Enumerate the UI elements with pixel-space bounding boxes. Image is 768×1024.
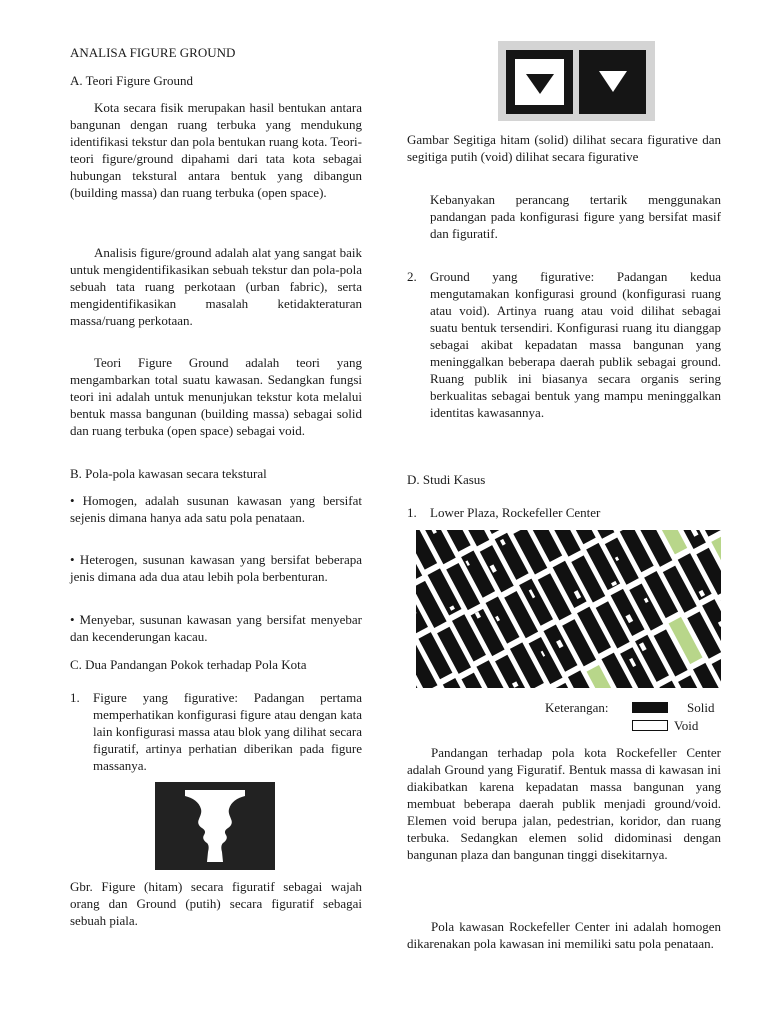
section-d-heading: D. Studi Kasus (407, 472, 486, 487)
list-number: 1. (70, 690, 80, 705)
section-a-heading: A. Teori Figure Ground (70, 73, 194, 88)
list-number: 1. (407, 505, 417, 520)
section-b-item-heterogen: • Heterogen, susunan kawasan yang bersifat beberapa jenis dimana ada dua atau lebih pola berbenturan. (70, 552, 362, 584)
section-b-item-homogen: • Homogen, adalah susunan kawasan yang bersifat sejenis dimana hanya ada satu pola penataan. (70, 493, 362, 525)
section-c-item-2-text: Ground yang figurative: Padangan kedua mengutamakan konfigurasi ground (konfigurasi ruang atau void). Artinya ruang atau void dilihat sebagai suatu bentuk tersendiri. Konfigurasi ruang itu dianggap sebagai akibat kepadatan massa bangunan yang meninggalkan beberapa daerah publik sebagai ground. Ruang publik ini biasanya secara organis sering berkualitas sebagai bentuk yang mampu meninggalkan identitas kawasannya. (430, 269, 721, 420)
section-d-paragraph-1: Pandangan terhadap pola kota Rockefeller Center adalah Ground yang Figuratif. Bentuk massa di kawasan ini diakibatkan karena kepadatan massa bangunan yang membuat beberapa daerah publik menjadi ground/void. Elemen void berupa jalan, pedestrian, koridor, dan ruang terbuka. Sedangkan elemen solid didominasi dengan bangunan plaza dan bangunan tinggi disekitarnya. (407, 745, 721, 862)
section-d-item-1-text: Lower Plaza, Rockefeller Center (430, 505, 601, 520)
legend-void-label: Void (674, 718, 699, 733)
section-d-list-item-1 (407, 504, 721, 522)
legend-solid-swatch (632, 702, 668, 713)
figure-1-caption: Gbr. Figure (hitam) secara figuratif sebagai wajah orang dan Ground (putih) secara figuratif sebagai sebuah piala. (70, 879, 362, 928)
face-vase-illusion-figure (155, 782, 275, 870)
section-a-paragraph-3: Teori Figure Ground adalah teori yang mengambarkan total suatu kawasan. Sedangkan fungsi teori ini adalah untuk menunjukan tekstur kota melalui bentuk massa bangunan (building massa) sebagai solid dan ruang terbuka (open space) sebagai void. (70, 355, 362, 438)
figure-ground-map-svg (416, 530, 721, 688)
section-a-paragraph-1: Kota secara fisik merupakan hasil bentukan antara bangunan dengan ruang terbuka yang mendukung identifikasi tekstur dan pola bentukan ruang kota. Teori-teori figure/ground dipahami dari tata kota sebagai hubungan tekstural antara bentuk yang dibangun (building massa) dan ruang terbuka (open space). (70, 100, 362, 200)
legend-solid-label: Solid (687, 700, 715, 715)
legend-title: Keterangan: (545, 700, 609, 715)
section-c-paragraph-after: Kebanyakan perancang tertarik menggunakan pandangan pada konfigurasi figure yang bersifat masif dan figuratif. (430, 192, 721, 241)
section-c-list-item-2 (407, 268, 721, 458)
section-b-heading: B. Pola-pola kawasan secara tekstural (70, 466, 267, 481)
section-c-item-1-text: Figure yang figurative: Padangan pertama memperhatikan konfigurasi figure atau dengan kata lain konfigurasi massa atau blok yang dilihat secara figuratif, artinya perhatian diberikan pada figure massanya. (93, 690, 362, 773)
figure-2-caption: Gambar Segitiga hitam (solid) dilihat secara figurative dan segitiga putih (void) dilihat secara figurative (407, 132, 721, 164)
legend-void-swatch (632, 720, 668, 731)
section-d-paragraph-2: Pola kawasan Rockefeller Center ini adalah homogen dikarenakan pola kawasan ini memiliki satu pola penataan. (407, 919, 721, 951)
section-c-heading: C. Dua Pandangan Pokok terhadap Pola Kota (70, 657, 307, 672)
figure-ground-map (416, 530, 721, 688)
list-number: 2. (407, 269, 417, 284)
section-a-paragraph-2: Analisis figure/ground adalah alat yang sangat baik untuk mengidentifikasikan sebuah tekstur dan pola-pola sebuah tata ruang perkotaan (urban fabric), serta mengidentifikasikan masalah ketidakteraturan massa/ruang perkotaan. (70, 245, 362, 328)
section-b-item-menyebar: • Menyebar, susunan kawasan yang bersifat menyebar dan kecenderungan kacau. (70, 612, 362, 644)
page-title: ANALISA FIGURE GROUND (70, 45, 236, 60)
section-c-list-item-1 (70, 689, 362, 779)
triangle-figure (498, 41, 655, 121)
